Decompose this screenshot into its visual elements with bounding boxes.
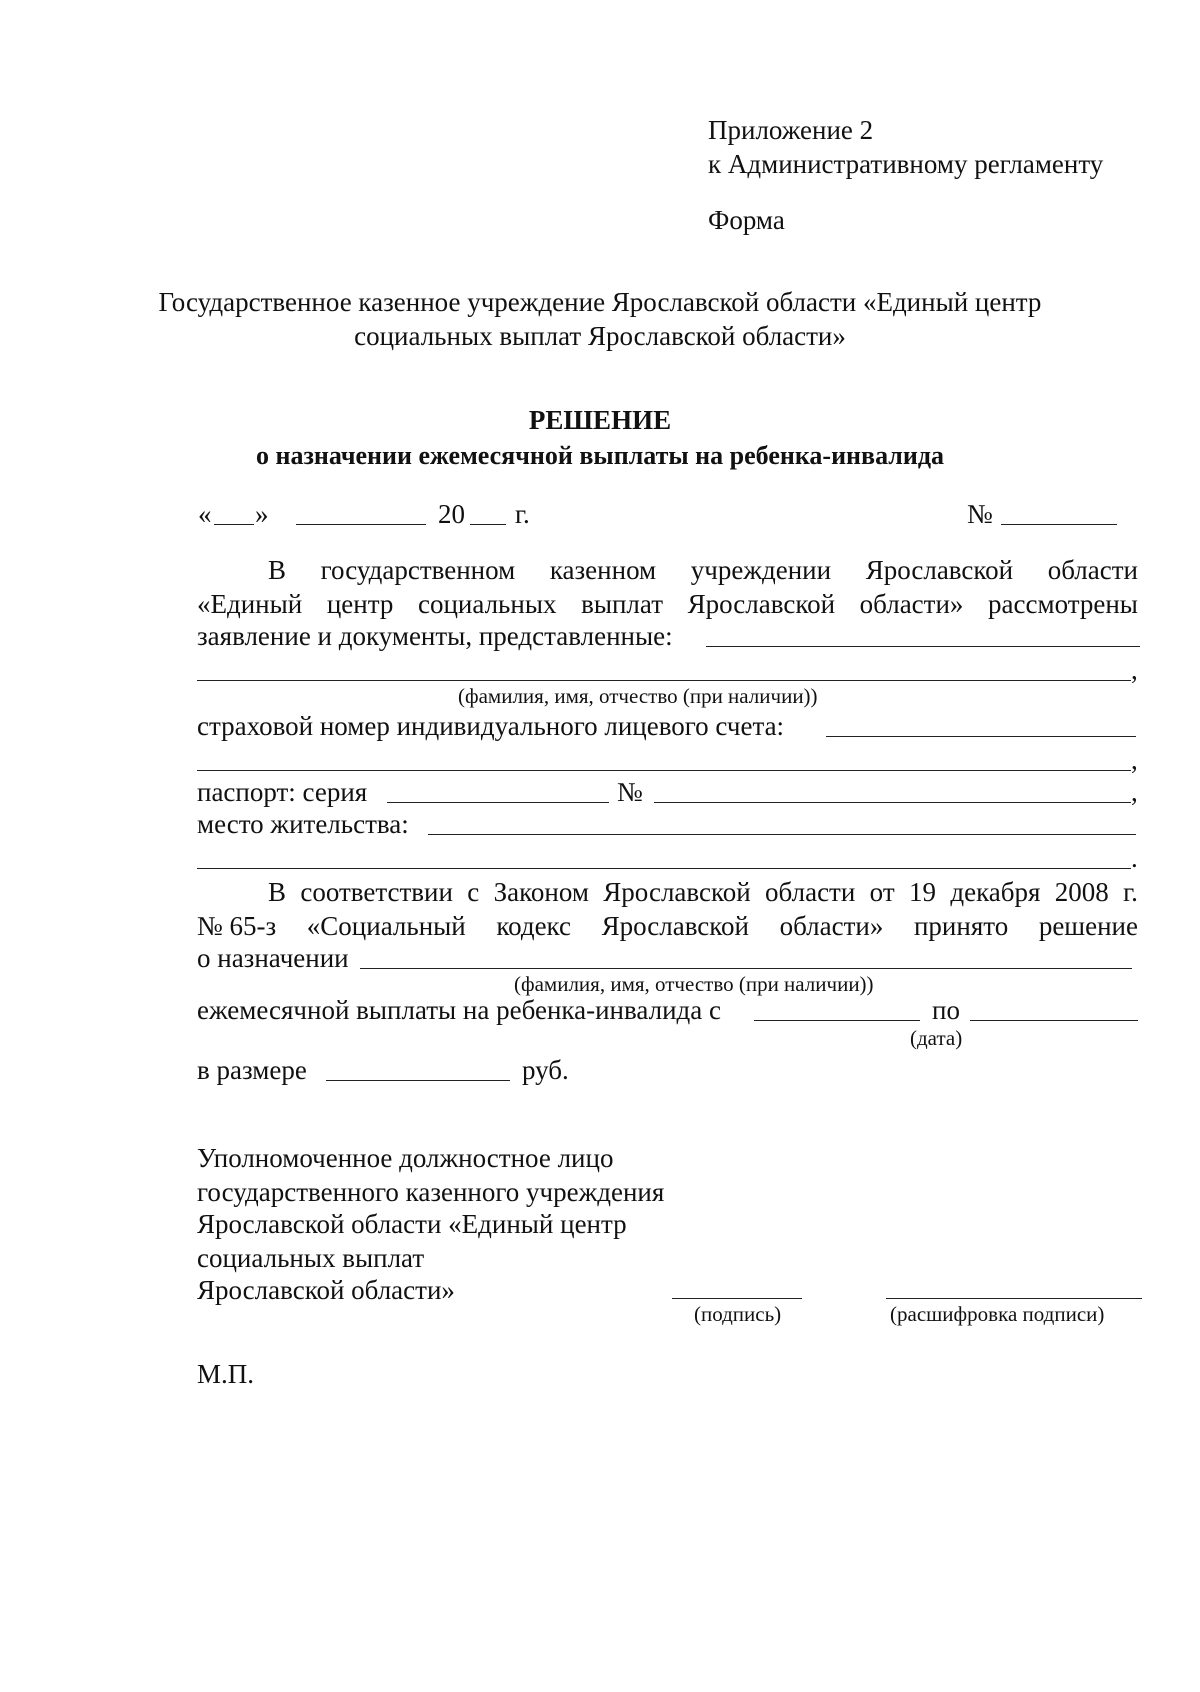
word: казенном [549,555,657,585]
word: «Единый [197,589,303,619]
document-title: РЕШЕНИЕ [528,405,672,435]
word: г. [1123,877,1138,907]
year-prefix: 20 [438,499,465,529]
payment-to-label: по [932,995,960,1025]
signature-hint: (подпись) [694,1302,782,1326]
word: «Социальный [306,911,466,941]
payment-from-label: ежемесячной выплаты на ребенка-инвалида с [197,995,721,1025]
appendix-label: Приложение 2 [708,115,874,145]
word: выплат [581,589,663,619]
word: кодекс [496,911,571,941]
organization-line-2: социальных выплат Ярославской области» [354,321,846,351]
signature-decoding-blank[interactable] [886,1298,1142,1299]
currency-label: руб. [522,1055,569,1085]
day-blank[interactable] [214,524,254,525]
word: Ярославской [601,911,749,941]
payment-from-blank[interactable] [754,1020,920,1021]
word: области [1047,555,1138,585]
signature-blank[interactable] [672,1298,802,1299]
amount-blank[interactable] [326,1080,510,1081]
residence-label: место жительства: [197,809,409,839]
word: Законом [493,877,589,907]
passport-number-sign: № [617,777,643,807]
word: 19 [908,877,936,907]
recipient-blank[interactable] [360,968,1132,969]
official-line-3: Ярославской области «Единый центр [197,1209,627,1239]
word: Ярославской [603,877,751,907]
signature-decoding-hint: (расшифровка подписи) [890,1302,1105,1326]
word: декабря [950,877,1041,907]
word: социальных [417,589,557,619]
word: от [869,877,895,907]
residence-blank-2[interactable] [197,868,1131,869]
word: № 65-з [197,911,277,941]
word: центр [326,589,394,619]
payment-to-blank[interactable] [970,1020,1138,1021]
para1-line-2 [197,588,1138,620]
word: Ярославской [865,555,1014,585]
official-line-1: Уполномоченное должностное лицо [197,1143,614,1173]
applicant-blank-2[interactable] [197,680,1131,681]
word: области» [779,911,884,941]
para1-line-1 [268,554,1138,586]
quote-open: « [198,499,212,529]
fio-hint: (фамилия, имя, отчество (при наличии)) [458,684,818,708]
snils-blank-2[interactable] [197,770,1131,771]
passport-series-label: паспорт: серия [197,777,368,807]
word: Ярославской [687,589,836,619]
word: соответствии [300,877,453,907]
passport-number-blank[interactable] [654,802,1131,803]
word: В [268,877,287,907]
official-line-5: Ярославской области» [197,1275,455,1305]
word: государственном [320,555,516,585]
organization-line-1: Государственное казенное учреждение Ярославской области «Единый центр [158,287,1042,317]
word: с [467,877,480,907]
word: 2008 [1054,877,1109,907]
decision-number-blank[interactable] [1001,524,1117,525]
amount-label: в размере [197,1055,307,1085]
number-sign: № [967,499,993,529]
document-subtitle: о назначении ежемесячной выплаты на ребенка-инвалида [255,441,945,470]
month-blank[interactable] [296,524,426,525]
snils-label: страховой номер индивидуального лицевого счета: [197,711,785,741]
form-label: Форма [708,205,785,235]
comma: , [1131,655,1138,685]
official-line-4: социальных выплат [197,1243,425,1273]
year-blank[interactable] [470,524,506,525]
fio-hint-2: (фамилия, имя, отчество (при наличии)) [514,972,874,996]
word: учреждении [690,555,832,585]
submitted-by-label: заявление и документы, представленные: [197,621,673,651]
comma: , [1131,777,1138,807]
word: области» [859,589,964,619]
word: В [268,555,287,585]
word: рассмотрены [988,589,1138,619]
para2-line-2 [197,910,1138,942]
stamp-place: М.П. [197,1359,255,1389]
word: принято [913,911,1009,941]
applicant-blank-1[interactable] [706,646,1140,647]
official-line-2: государственного казенного учреждения [197,1177,665,1207]
date-hint: (дата) [910,1026,963,1050]
passport-series-blank[interactable] [387,802,609,803]
snils-blank-1[interactable] [826,736,1136,737]
year-suffix: г. [515,499,530,529]
appointment-label: о назначении [197,943,349,973]
regulation-label: к Административному регламенту [708,149,1104,179]
word: области [765,877,856,907]
quote-close: » [255,499,269,529]
residence-blank-1[interactable] [428,834,1136,835]
para2-line-1 [268,876,1138,908]
word: решение [1038,911,1138,941]
comma: , [1131,745,1138,775]
period: . [1131,843,1138,873]
